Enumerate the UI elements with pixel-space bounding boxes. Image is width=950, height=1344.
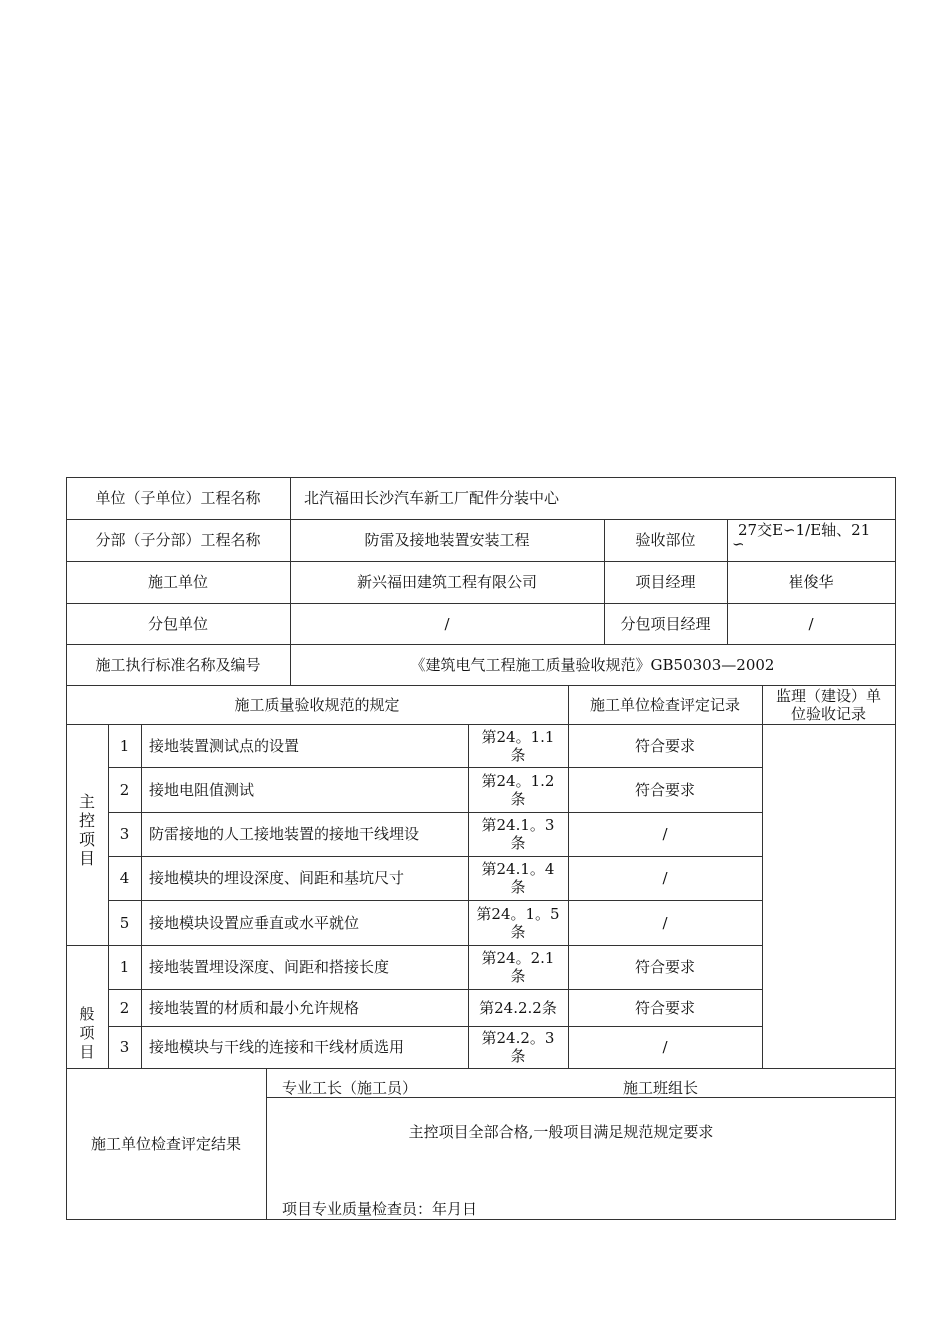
main-item-1-no: 1 (119, 736, 130, 755)
main-item-1-desc: 接地装置测试点的设置 (149, 736, 300, 755)
general-item-1-clause: 第24。2.1 条 (481, 949, 555, 985)
main-item-4-result: / (662, 869, 668, 887)
main-item-1-result: 符合要求 (634, 736, 695, 755)
sub-project-value: 防雷及接地装置安装工程 (364, 531, 530, 549)
main-item-2-no: 2 (119, 780, 130, 799)
result-conclusion: 主控项目全部合格,一般项目满足规范规定要求 (408, 1123, 714, 1141)
general-item-1-no: 1 (119, 958, 130, 976)
spec-header: 施工质量验收规范的规定 (234, 695, 400, 714)
general-item-3-desc: 接地模块与干线的连接和干线材质选用 (149, 1038, 405, 1056)
subcontractor-value: / (444, 614, 450, 633)
main-item-4-desc: 接地模块的埋设深度、间距和基坑尺寸 (149, 869, 405, 887)
main-item-2-result: 符合要求 (634, 780, 695, 799)
manager-value: 崔俊华 (788, 573, 834, 591)
main-item-4-no: 4 (119, 869, 130, 887)
main-item-2-clause: 第24。1.2 条 (481, 771, 555, 808)
main-item-1-clause: 第24。1.1 条 (481, 727, 555, 764)
general-item-3-result: / (662, 1038, 668, 1056)
main-item-4-clause: 第24.1。4 条 (481, 860, 555, 896)
foreman-label: 专业工长（施工员） (282, 1079, 418, 1097)
subcontractor-label: 分包单位 (147, 614, 208, 633)
team-leader-label: 施工班组长 (623, 1079, 699, 1097)
sub-manager-label: 分包项目经理 (620, 614, 711, 633)
manager-label: 项目经理 (635, 573, 696, 591)
main-item-5-clause: 第24。1。5 条 (476, 904, 560, 941)
general-item-1-desc: 接地装置埋设深度、间距和搭接长度 (149, 958, 390, 976)
main-item-5-result: / (662, 913, 668, 932)
standard-value: 《建筑电气工程施工质量验收规范》GB50303—2002 (410, 655, 775, 674)
general-item-3-no: 3 (119, 1038, 130, 1056)
frame-right (895, 477, 896, 1220)
contractor-record-header: 施工单位检查评定记录 (589, 695, 740, 714)
contractor-label: 施工单位 (147, 573, 208, 591)
quality-inspector-line: 项目专业质量检查员：年月日 (282, 1200, 478, 1218)
general-item-2-result: 符合要求 (634, 998, 695, 1017)
sub-project-label: 分部（子分部）工程名称 (95, 531, 261, 549)
general-item-1-result: 符合要求 (634, 958, 695, 976)
main-item-5-desc: 接地模块设置应垂直或水平就位 (149, 913, 360, 932)
main-item-2-desc: 接地电阻值测试 (149, 780, 255, 799)
main-item-3-desc: 防雷接地的人工接地装置的接地干线埋设 (149, 825, 420, 843)
main-item-3-no: 3 (119, 825, 130, 843)
main-group-label: 主 控 项 目 (78, 792, 95, 868)
standard-label: 施工执行标准名称及编号 (95, 655, 261, 674)
frame-bottom (66, 1219, 896, 1220)
main-item-3-clause: 第24.1。3 条 (481, 816, 555, 852)
main-item-3-result: / (662, 825, 668, 843)
project-name-value: 北汽福田长沙汽车新工厂配件分装中心 (304, 489, 560, 507)
sub-manager-value: / (808, 614, 814, 633)
general-item-2-clause: 第24.2.2条 (479, 998, 557, 1017)
result-section-label: 施工单位检查评定结果 (90, 1134, 241, 1153)
general-item-3-clause: 第24.2。3 条 (481, 1029, 555, 1065)
contractor-value: 新兴福田建筑工程有限公司 (356, 573, 537, 591)
acceptance-part-label: 验收部位 (635, 531, 696, 549)
acceptance-part-value: 27交E∽1/E轴、21 ∽ (732, 521, 871, 553)
supervisor-record-header: 监理（建设）单 位验收记录 (775, 686, 881, 723)
general-group-label: 般 项 目 (79, 1004, 95, 1061)
project-name-label: 单位（子单位）工程名称 (95, 489, 261, 507)
general-item-2-desc: 接地装置的材质和最小允许规格 (149, 998, 360, 1017)
general-item-2-no: 2 (119, 998, 130, 1017)
main-item-5-no: 5 (119, 913, 130, 932)
